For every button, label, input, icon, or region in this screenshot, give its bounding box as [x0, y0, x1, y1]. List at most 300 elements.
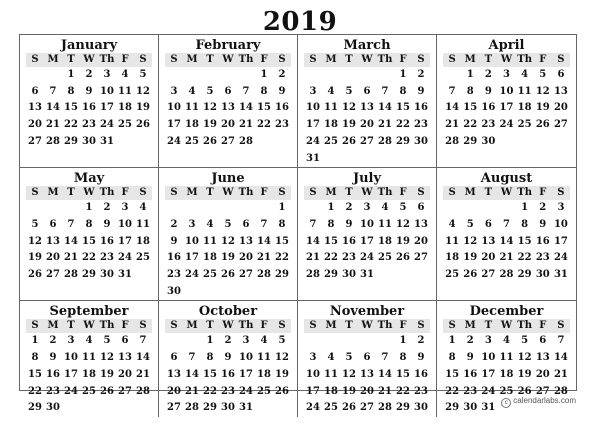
- day-cell: 28: [257, 269, 271, 281]
- day-cell: 12: [396, 218, 410, 230]
- weekday-header: S: [273, 319, 291, 333]
- day-cell: [201, 200, 219, 217]
- day-cell: 29: [82, 269, 96, 281]
- week-row: [443, 100, 570, 117]
- day-cell: 23: [82, 119, 96, 131]
- day-cell: 31: [553, 269, 568, 281]
- weekday-header: F: [116, 186, 134, 200]
- weekday-header: T: [62, 186, 80, 200]
- day-cell: 14: [378, 368, 392, 380]
- day-cell: 10: [481, 352, 496, 364]
- month-name: October: [198, 304, 258, 320]
- day-cell: [134, 134, 152, 151]
- day-cell: [552, 134, 570, 151]
- day-cell: 9: [417, 352, 425, 364]
- weekday-header: T: [479, 319, 497, 333]
- day-cell: [273, 284, 291, 301]
- day-cell: 3: [242, 335, 250, 347]
- day-cell: 1: [466, 69, 474, 80]
- day-cell: 10: [167, 102, 181, 114]
- month-table: [165, 319, 291, 417]
- day-cell: 8: [448, 352, 456, 364]
- day-cell: 19: [221, 252, 235, 264]
- day-cell: 7: [260, 218, 268, 230]
- day-cell: 10: [100, 85, 114, 97]
- day-cell: 6: [363, 352, 371, 364]
- day-cell: 2: [224, 335, 232, 347]
- month-name: April: [488, 38, 525, 53]
- day-cell: [322, 333, 340, 350]
- day-cell: [358, 333, 376, 350]
- day-cell: [183, 200, 201, 217]
- day-cell: [461, 200, 479, 217]
- day-cell: 17: [553, 235, 568, 247]
- day-cell: 22: [275, 252, 289, 264]
- day-cell: 28: [378, 402, 392, 414]
- day-cell: [412, 151, 430, 168]
- day-cell: 9: [484, 85, 492, 97]
- day-cell: 28: [239, 135, 253, 147]
- weekday-header: W: [358, 186, 376, 200]
- day-cell: 31: [100, 135, 114, 147]
- weekday-header: W: [80, 319, 98, 333]
- weekday-header: Th: [377, 187, 393, 199]
- day-cell: 1: [85, 202, 93, 214]
- day-cell: 22: [396, 385, 410, 397]
- day-cell: 3: [67, 335, 75, 347]
- day-cell: 9: [170, 235, 178, 247]
- day-cell: 5: [224, 218, 232, 230]
- month-table: [304, 186, 430, 284]
- day-cell: 27: [239, 269, 253, 281]
- day-cell: [255, 200, 273, 217]
- day-cell: 13: [221, 102, 235, 114]
- day-cell: 14: [46, 102, 60, 114]
- week-row: [26, 267, 152, 284]
- day-cell: 10: [553, 218, 568, 230]
- day-cell: 19: [342, 385, 356, 397]
- weekday-header: M: [322, 186, 340, 200]
- day-cell: 6: [557, 69, 565, 80]
- weekday-header: S: [552, 319, 570, 333]
- week-row: [165, 67, 291, 84]
- day-cell: 6: [224, 85, 232, 97]
- day-cell: 25: [203, 269, 217, 281]
- weekday-header: S: [412, 186, 430, 200]
- weekday-header: F: [394, 53, 412, 67]
- week-row: [26, 200, 152, 217]
- day-cell: 1: [399, 69, 407, 80]
- day-cell: 27: [221, 135, 235, 147]
- weekday-header: T: [340, 186, 358, 200]
- day-cell: 29: [396, 402, 410, 414]
- day-cell: 19: [517, 368, 532, 380]
- week-row: [443, 250, 570, 267]
- day-cell: 17: [306, 119, 320, 131]
- weekday-header: T: [201, 319, 219, 333]
- day-cell: 21: [499, 252, 514, 264]
- day-cell: 4: [206, 218, 214, 230]
- day-cell: 5: [31, 218, 39, 230]
- day-cell: 26: [517, 385, 532, 397]
- day-cell: [304, 333, 322, 350]
- day-cell: [62, 200, 80, 217]
- weekday-header: S: [412, 53, 430, 67]
- day-cell: 7: [309, 218, 317, 230]
- week-row: [304, 117, 430, 134]
- day-cell: 27: [118, 385, 132, 397]
- day-cell: 12: [517, 352, 532, 364]
- week-row: [443, 134, 570, 151]
- day-cell: 5: [206, 85, 214, 97]
- day-cell: 13: [118, 352, 132, 364]
- day-cell: 13: [167, 368, 181, 380]
- day-cell: 3: [103, 69, 111, 80]
- weekday-header: Th: [238, 320, 254, 332]
- weekday-header: M: [44, 319, 62, 333]
- day-cell: 22: [64, 119, 78, 131]
- day-cell: 24: [360, 252, 374, 264]
- day-cell: 18: [445, 252, 460, 264]
- day-cell: 23: [275, 119, 289, 131]
- weekday-header: M: [322, 53, 340, 67]
- day-cell: [394, 151, 412, 168]
- day-cell: 15: [82, 235, 96, 247]
- day-cell: 5: [399, 202, 407, 214]
- week-row: [26, 134, 152, 151]
- day-cell: [497, 134, 515, 151]
- day-cell: 15: [517, 235, 532, 247]
- day-cell: 15: [463, 102, 478, 114]
- weekday-header: F: [534, 53, 552, 67]
- month-table: [443, 186, 570, 284]
- day-cell: 29: [28, 402, 42, 414]
- day-cell: 6: [170, 352, 178, 364]
- day-cell: 24: [167, 135, 181, 147]
- day-cell: 4: [121, 69, 129, 80]
- day-cell: 11: [324, 368, 338, 380]
- day-cell: [322, 67, 340, 84]
- day-cell: 11: [136, 218, 150, 230]
- day-cell: 15: [257, 102, 271, 114]
- day-cell: 10: [499, 85, 514, 97]
- day-cell: 14: [136, 352, 150, 364]
- month-april: [437, 35, 576, 168]
- week-row: [26, 367, 152, 384]
- day-cell: 16: [342, 235, 356, 247]
- month-september: [20, 301, 159, 417]
- day-cell: 15: [445, 368, 460, 380]
- day-cell: 23: [221, 385, 235, 397]
- week-row: [26, 250, 152, 267]
- day-cell: [116, 400, 134, 417]
- week-row: [443, 117, 570, 134]
- day-cell: 23: [414, 119, 428, 131]
- day-cell: 15: [324, 235, 338, 247]
- day-cell: 10: [185, 235, 199, 247]
- day-cell: 5: [345, 85, 353, 97]
- day-cell: 19: [535, 102, 550, 114]
- day-cell: 4: [139, 202, 147, 214]
- day-cell: 8: [327, 218, 335, 230]
- day-cell: 28: [499, 269, 514, 281]
- day-cell: 17: [167, 119, 181, 131]
- day-cell: 18: [118, 102, 132, 114]
- week-row: [443, 367, 570, 384]
- month-table: [443, 53, 570, 151]
- week-row: [443, 67, 570, 84]
- day-cell: 31: [306, 152, 320, 164]
- day-cell: 25: [118, 119, 132, 131]
- day-cell: 2: [417, 69, 425, 80]
- day-cell: 1: [448, 335, 456, 347]
- day-cell: 16: [100, 235, 114, 247]
- day-cell: 9: [278, 85, 286, 97]
- day-cell: 30: [46, 402, 60, 414]
- day-cell: 19: [342, 119, 356, 131]
- day-cell: 9: [103, 218, 111, 230]
- month-name: September: [49, 304, 129, 320]
- day-cell: 24: [499, 119, 514, 131]
- day-cell: 5: [345, 352, 353, 364]
- day-cell: 10: [239, 352, 253, 364]
- day-cell: 16: [167, 252, 181, 264]
- credit-text: calendarlabs.com: [513, 396, 576, 405]
- day-cell: 1: [67, 69, 75, 80]
- day-cell: 7: [242, 85, 250, 97]
- day-cell: 13: [535, 352, 550, 364]
- day-cell: 26: [535, 119, 550, 131]
- day-cell: 7: [188, 352, 196, 364]
- day-cell: 28: [445, 135, 460, 147]
- day-cell: 31: [239, 402, 253, 414]
- day-cell: 12: [535, 85, 550, 97]
- week-row: [26, 400, 152, 417]
- day-cell: [62, 400, 80, 417]
- day-cell: 11: [257, 352, 271, 364]
- day-cell: 18: [185, 119, 199, 131]
- day-cell: 20: [118, 368, 132, 380]
- day-cell: 1: [260, 69, 268, 80]
- day-cell: 2: [417, 335, 425, 347]
- day-cell: 20: [46, 252, 60, 264]
- day-cell: 4: [327, 352, 335, 364]
- day-cell: 19: [100, 368, 114, 380]
- day-cell: 26: [275, 385, 289, 397]
- day-cell: 15: [28, 368, 42, 380]
- day-cell: 27: [360, 135, 374, 147]
- day-cell: 17: [185, 252, 199, 264]
- day-cell: [183, 67, 201, 84]
- day-cell: 31: [481, 402, 496, 414]
- weekday-header: T: [201, 186, 219, 200]
- day-cell: [358, 67, 376, 84]
- day-cell: 22: [324, 252, 338, 264]
- day-cell: 28: [378, 135, 392, 147]
- day-cell: 23: [481, 119, 496, 131]
- weekday-header: F: [255, 53, 273, 67]
- day-cell: [273, 134, 291, 151]
- credit-line: [501, 396, 576, 408]
- day-cell: 7: [381, 85, 389, 97]
- month-february: [159, 35, 298, 168]
- day-cell: 24: [553, 252, 568, 264]
- day-cell: 26: [396, 252, 410, 264]
- day-cell: 26: [28, 269, 42, 281]
- day-cell: [340, 333, 358, 350]
- week-row: [304, 333, 430, 350]
- day-cell: 8: [85, 218, 93, 230]
- week-row: [26, 217, 152, 234]
- weekday-header: T: [201, 53, 219, 67]
- month-table: [304, 319, 430, 417]
- day-cell: [219, 67, 237, 84]
- day-cell: 2: [49, 335, 57, 347]
- day-cell: 24: [481, 385, 496, 397]
- day-cell: [304, 200, 322, 217]
- day-cell: 16: [414, 102, 428, 114]
- month-table: [304, 53, 430, 167]
- day-cell: 1: [278, 202, 286, 214]
- weekday-header: W: [219, 319, 237, 333]
- day-cell: 11: [445, 235, 460, 247]
- day-cell: 13: [553, 85, 568, 97]
- week-row: [165, 84, 291, 101]
- day-cell: [376, 151, 394, 168]
- week-row: [443, 217, 570, 234]
- day-cell: 28: [306, 269, 320, 281]
- day-cell: 16: [535, 235, 550, 247]
- day-cell: 27: [535, 385, 550, 397]
- day-cell: 10: [64, 352, 78, 364]
- week-row: [26, 67, 152, 84]
- day-cell: 25: [499, 385, 514, 397]
- weekday-header: M: [183, 186, 201, 200]
- day-cell: [26, 200, 44, 217]
- day-cell: 26: [136, 119, 150, 131]
- day-cell: 20: [360, 385, 374, 397]
- weekday-header: S: [165, 186, 183, 200]
- day-cell: 12: [463, 235, 478, 247]
- day-cell: 6: [363, 85, 371, 97]
- week-row: [165, 400, 291, 417]
- day-cell: 6: [121, 335, 129, 347]
- month-august: [437, 168, 576, 301]
- day-cell: 29: [396, 135, 410, 147]
- weekday-header: T: [479, 53, 497, 67]
- day-cell: 26: [342, 135, 356, 147]
- day-cell: 2: [103, 202, 111, 214]
- day-cell: 20: [221, 119, 235, 131]
- day-cell: 9: [49, 352, 57, 364]
- day-cell: 18: [499, 368, 514, 380]
- day-cell: 25: [324, 135, 338, 147]
- weekday-header: W: [219, 53, 237, 67]
- day-cell: [340, 151, 358, 168]
- day-cell: 15: [64, 102, 78, 114]
- weekday-header: Th: [99, 187, 115, 199]
- day-cell: 27: [167, 402, 181, 414]
- day-cell: 21: [239, 119, 253, 131]
- day-cell: [516, 134, 534, 151]
- day-cell: 17: [481, 368, 496, 380]
- day-cell: 17: [360, 235, 374, 247]
- day-cell: 3: [484, 335, 492, 347]
- day-cell: 28: [553, 385, 568, 397]
- day-cell: 19: [463, 252, 478, 264]
- day-cell: [322, 151, 340, 168]
- week-row: [165, 134, 291, 151]
- day-cell: 15: [203, 368, 217, 380]
- week-row: [304, 400, 430, 417]
- day-cell: 23: [100, 252, 114, 264]
- day-cell: 8: [278, 218, 286, 230]
- weekday-header: S: [304, 319, 322, 333]
- month-may: [20, 168, 159, 301]
- day-cell: 22: [445, 385, 460, 397]
- day-cell: 19: [275, 368, 289, 380]
- day-cell: 10: [118, 218, 132, 230]
- week-row: [304, 67, 430, 84]
- day-cell: 11: [499, 352, 514, 364]
- week-row: [304, 151, 430, 168]
- weekday-header: Th: [377, 320, 393, 332]
- weekday-header: S: [134, 319, 152, 333]
- day-cell: 8: [260, 85, 268, 97]
- day-cell: [134, 267, 152, 284]
- weekday-header: F: [255, 319, 273, 333]
- day-cell: 20: [535, 368, 550, 380]
- day-cell: [358, 151, 376, 168]
- day-cell: 21: [46, 119, 60, 131]
- day-cell: 21: [553, 368, 568, 380]
- weekday-header: F: [394, 186, 412, 200]
- day-cell: 6: [242, 218, 250, 230]
- day-cell: 15: [396, 102, 410, 114]
- day-cell: 22: [82, 252, 96, 264]
- day-cell: 9: [417, 85, 425, 97]
- day-cell: 18: [324, 119, 338, 131]
- day-cell: 7: [67, 218, 75, 230]
- week-row: [165, 367, 291, 384]
- day-cell: 3: [121, 202, 129, 214]
- day-cell: 25: [445, 269, 460, 281]
- day-cell: [304, 67, 322, 84]
- day-cell: 21: [136, 368, 150, 380]
- day-cell: 14: [306, 235, 320, 247]
- week-row: [165, 350, 291, 367]
- week-row: [165, 333, 291, 350]
- day-cell: 6: [484, 218, 492, 230]
- day-cell: 1: [399, 335, 407, 347]
- day-cell: 21: [378, 385, 392, 397]
- weekday-header: W: [80, 53, 98, 67]
- day-cell: 12: [203, 102, 217, 114]
- day-cell: 21: [257, 252, 271, 264]
- day-cell: 30: [167, 285, 181, 297]
- weekday-header: S: [273, 186, 291, 200]
- week-row: [443, 350, 570, 367]
- day-cell: [255, 284, 273, 301]
- day-cell: 25: [517, 119, 532, 131]
- month-name: May: [73, 171, 105, 187]
- day-cell: 1: [521, 202, 529, 214]
- weekday-header: S: [552, 53, 570, 67]
- day-cell: 5: [139, 69, 147, 80]
- weekday-header: S: [134, 53, 152, 67]
- day-cell: 14: [553, 352, 568, 364]
- day-cell: [44, 200, 62, 217]
